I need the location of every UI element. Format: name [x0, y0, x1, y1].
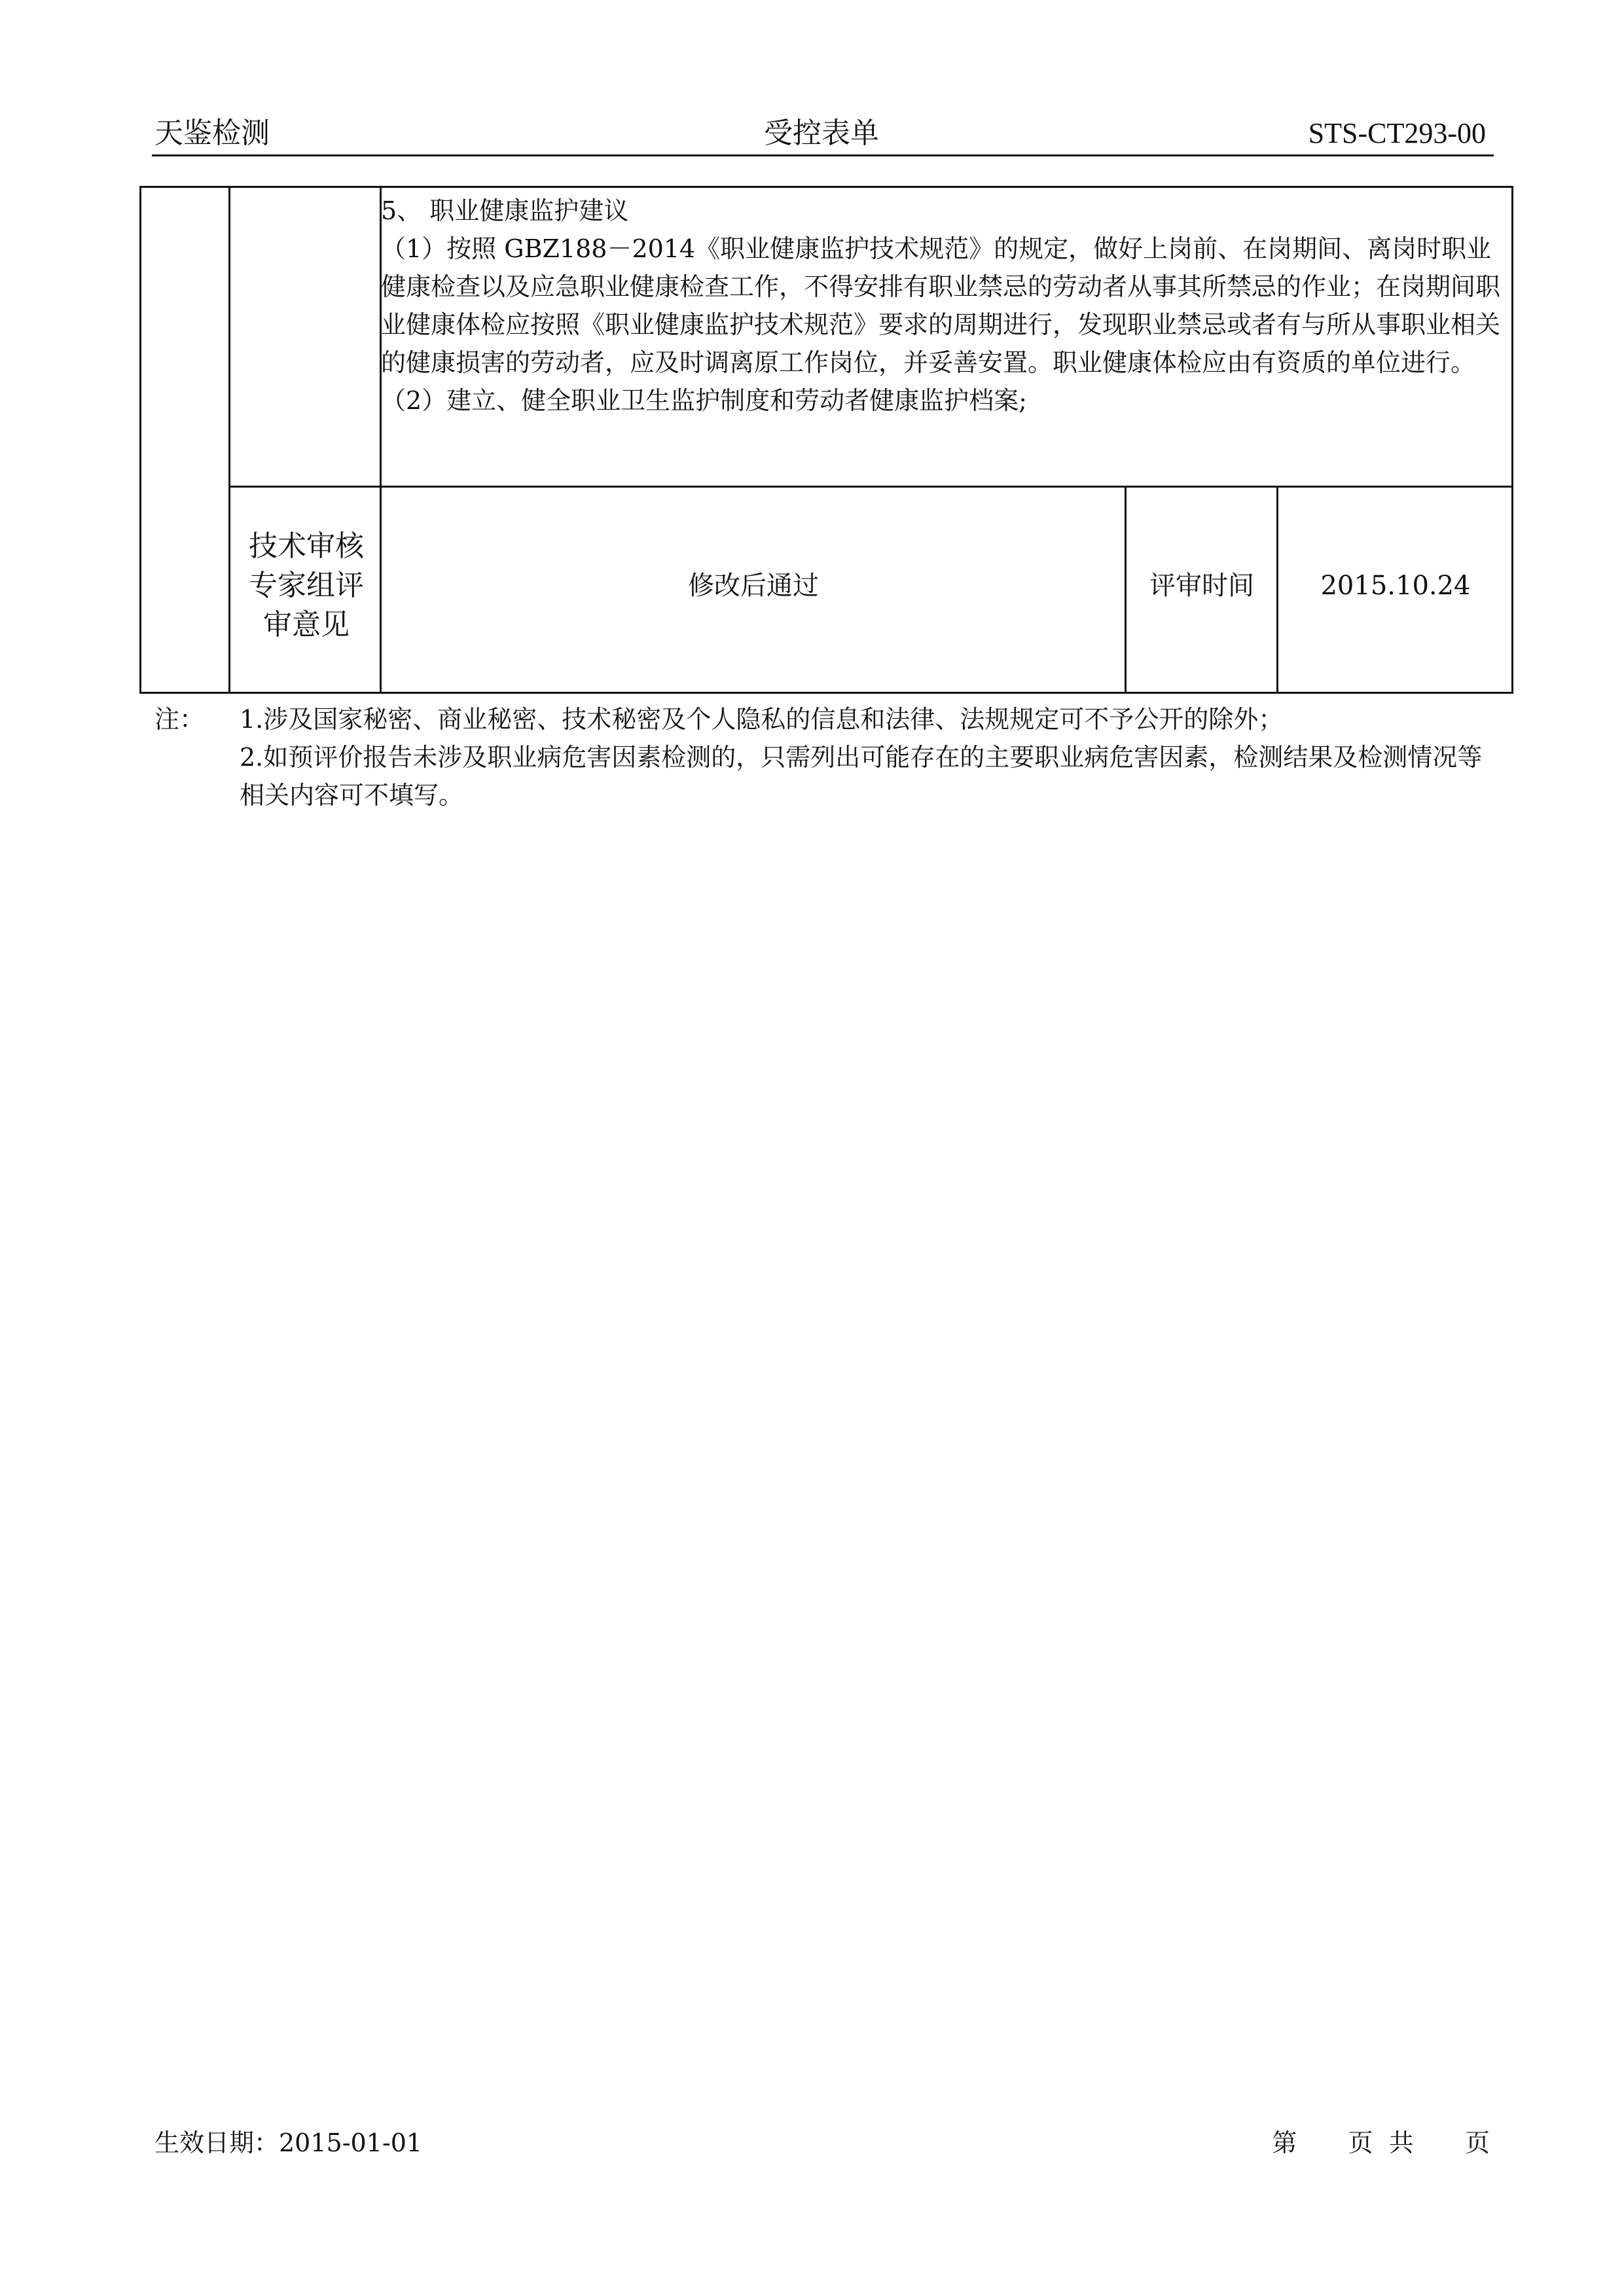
table-row-divider: [228, 486, 1511, 488]
review-opinion: 修改后通过: [688, 571, 819, 601]
review-label-line-3: 审意见: [263, 608, 350, 641]
note-item-1: 1.涉及国家秘密、商业秘密、技术秘密及个人隐私的信息和法律、法规规定可不予公开的除外；: [240, 705, 1284, 734]
review-time-label: 评审时间: [1149, 571, 1254, 601]
recommendation-paragraph-1: （1）按照 GBZ188－2014《职业健康监护技术规范》的规定，做好上岗前、在岗期间、离岗时职业健康检查以及应急职业健康检查工作，不得安排有职业禁忌的劳动者从事其所禁忌的作业；在岗期间职业健康体检应按照《职业健康监护技术规范》要求的周期进行，发现职业禁忌或者有与所从事职业相关的健康损害的劳动者，应及时调离原工作岗位，并妥善安置。职业健康体检应由有资质的单位进行。: [381, 234, 1501, 377]
recommendation-paragraph-2: （2）建立、健全职业卫生监护制度和劳动者健康监护档案;: [381, 386, 1027, 415]
section-title: 5、 职业健康监护建议: [381, 196, 629, 225]
note-item-2: 2.如预评价报告未涉及职业病危害因素检测的，只需列出可能存在的主要职业病危害因素，检测结果及检测情况等相关内容可不填写。: [240, 743, 1483, 810]
review-date: 2015.10.24: [1320, 571, 1471, 601]
review-label: [231, 527, 382, 645]
review-table: [139, 186, 1513, 694]
page-header: [152, 114, 1494, 153]
header-form-type: 受控表单: [764, 117, 879, 150]
header-divider: [152, 154, 1494, 156]
effective-date: 生效日期：2015-01-01: [154, 2128, 423, 2157]
health-monitoring-recommendations: [381, 192, 1502, 420]
notes-list: [240, 700, 1490, 814]
review-label-line-1: 技术审核: [249, 529, 364, 563]
header-company: 天鉴检测: [154, 117, 270, 150]
page-number-info: 第 页 共 页: [1272, 2128, 1494, 2157]
review-label-line-2: 专家组评: [249, 569, 364, 602]
table-col-divider-1: [228, 188, 230, 692]
notes-label: 注：: [154, 705, 205, 734]
page-footer: [152, 2123, 1500, 2162]
header-document-code: STS-CT293-00: [1308, 117, 1486, 149]
